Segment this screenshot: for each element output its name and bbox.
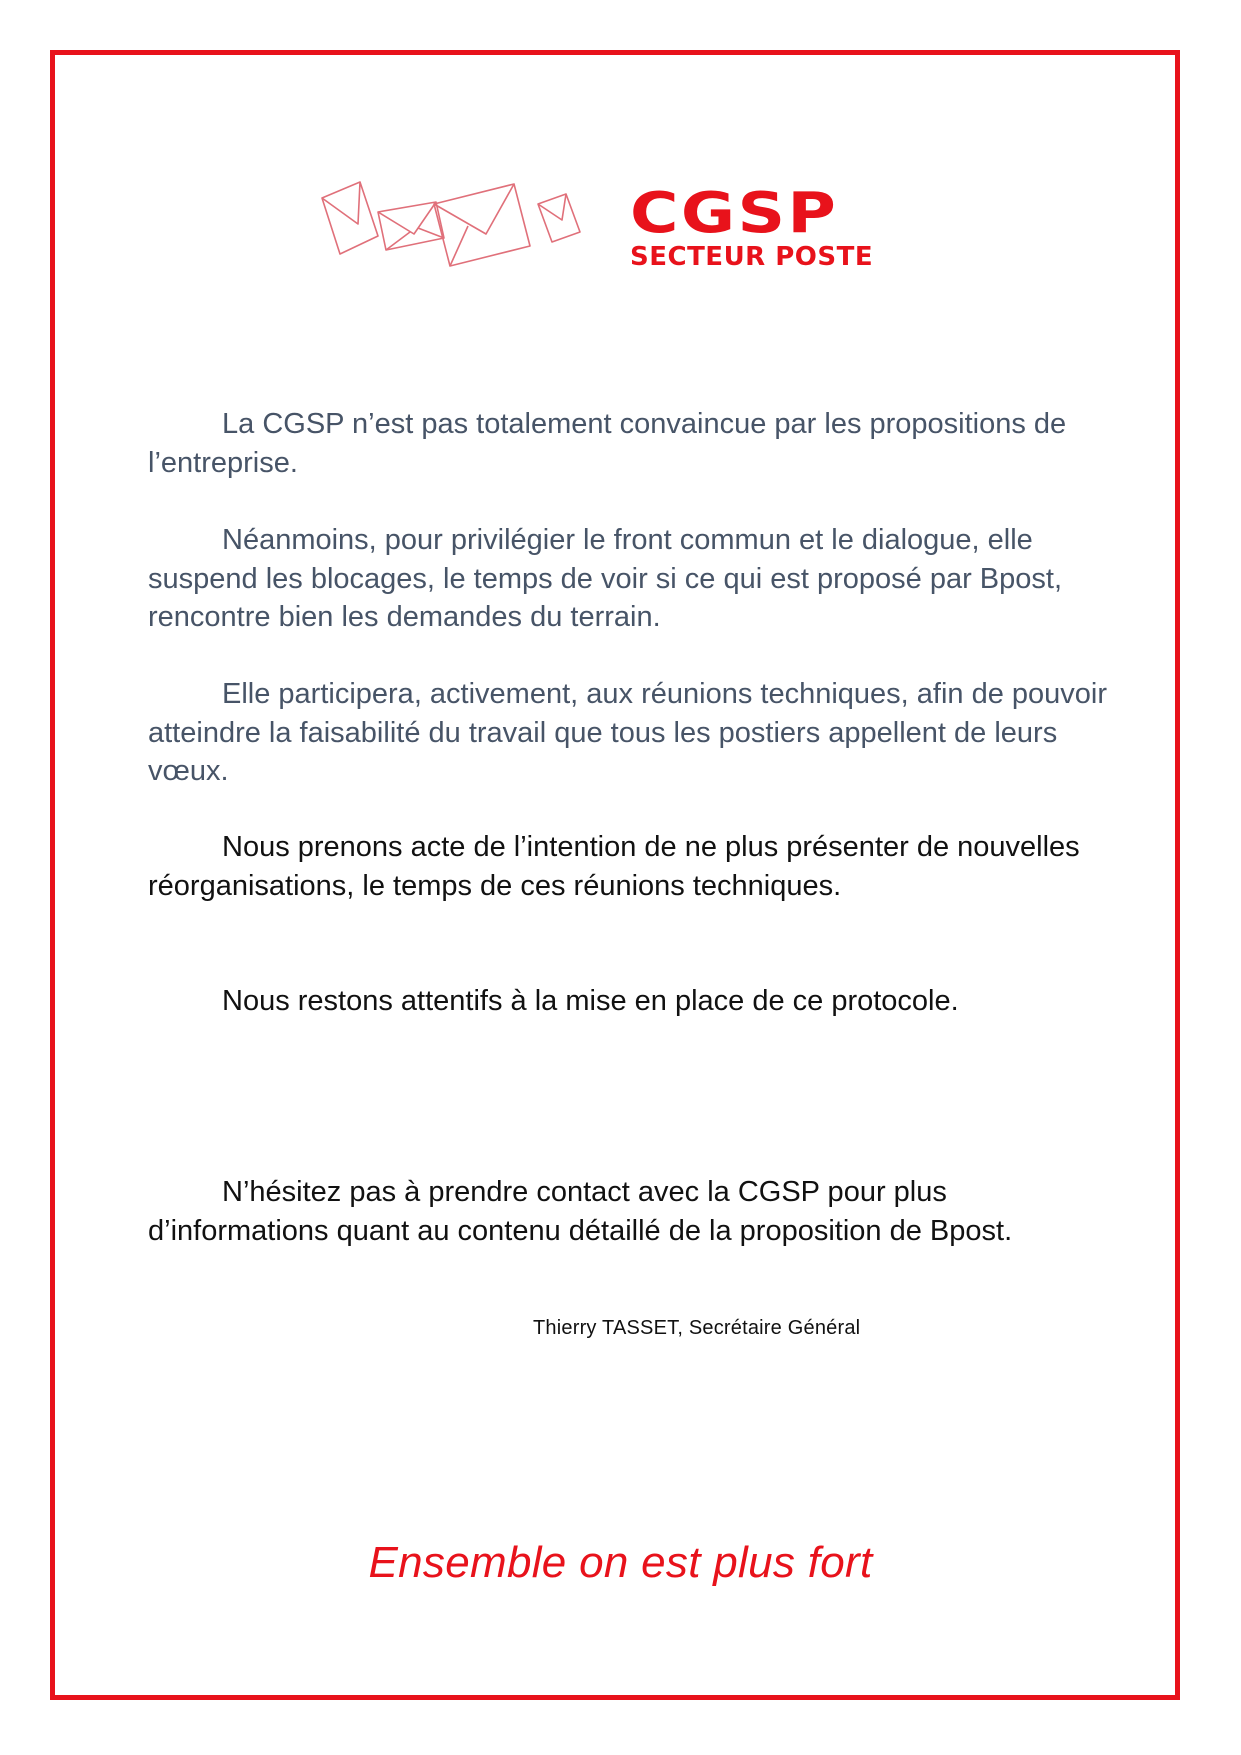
paragraph-6: N’hésitez pas à prendre contact avec la CGSP pour plus d’informations quant au contenu détaillé de la proposition de Bpost. bbox=[148, 1176, 1013, 1247]
logo-sub-text: SECTEUR POSTE bbox=[630, 242, 874, 272]
logo-text bbox=[630, 181, 900, 272]
envelopes-icon bbox=[318, 176, 628, 276]
paragraph-3: Elle participera, activement, aux réunions techniques, afin de pouvoir atteindre la faisabilité du travail que tous les postiers appellent de leurs vœux. bbox=[148, 678, 1108, 787]
logo-main-text: CGSP bbox=[630, 181, 839, 246]
paragraph-4: Nous prenons acte de l’intention de ne plus présenter de nouvelles réorganisations, le temps de ces réunions techniques. bbox=[148, 831, 1080, 902]
slogan: Ensemble on est plus fort bbox=[368, 1538, 873, 1587]
paragraph-1: La CGSP n’est pas totalement convaincue par les propositions de l’entreprise. bbox=[148, 408, 1067, 479]
paragraph-2: Néanmoins, pour privilégier le front commun et le dialogue, elle suspend les blocages, le temps de voir si ce qui est proposé par Bpost, rencontre bien les demandes du terrain. bbox=[148, 524, 1063, 633]
paragraph-5: Nous restons attentifs à la mise en place de ce protocole. bbox=[222, 985, 959, 1017]
cgsp-logo bbox=[318, 176, 894, 276]
signature: Thierry TASSET, Secrétaire Général bbox=[533, 1317, 861, 1339]
